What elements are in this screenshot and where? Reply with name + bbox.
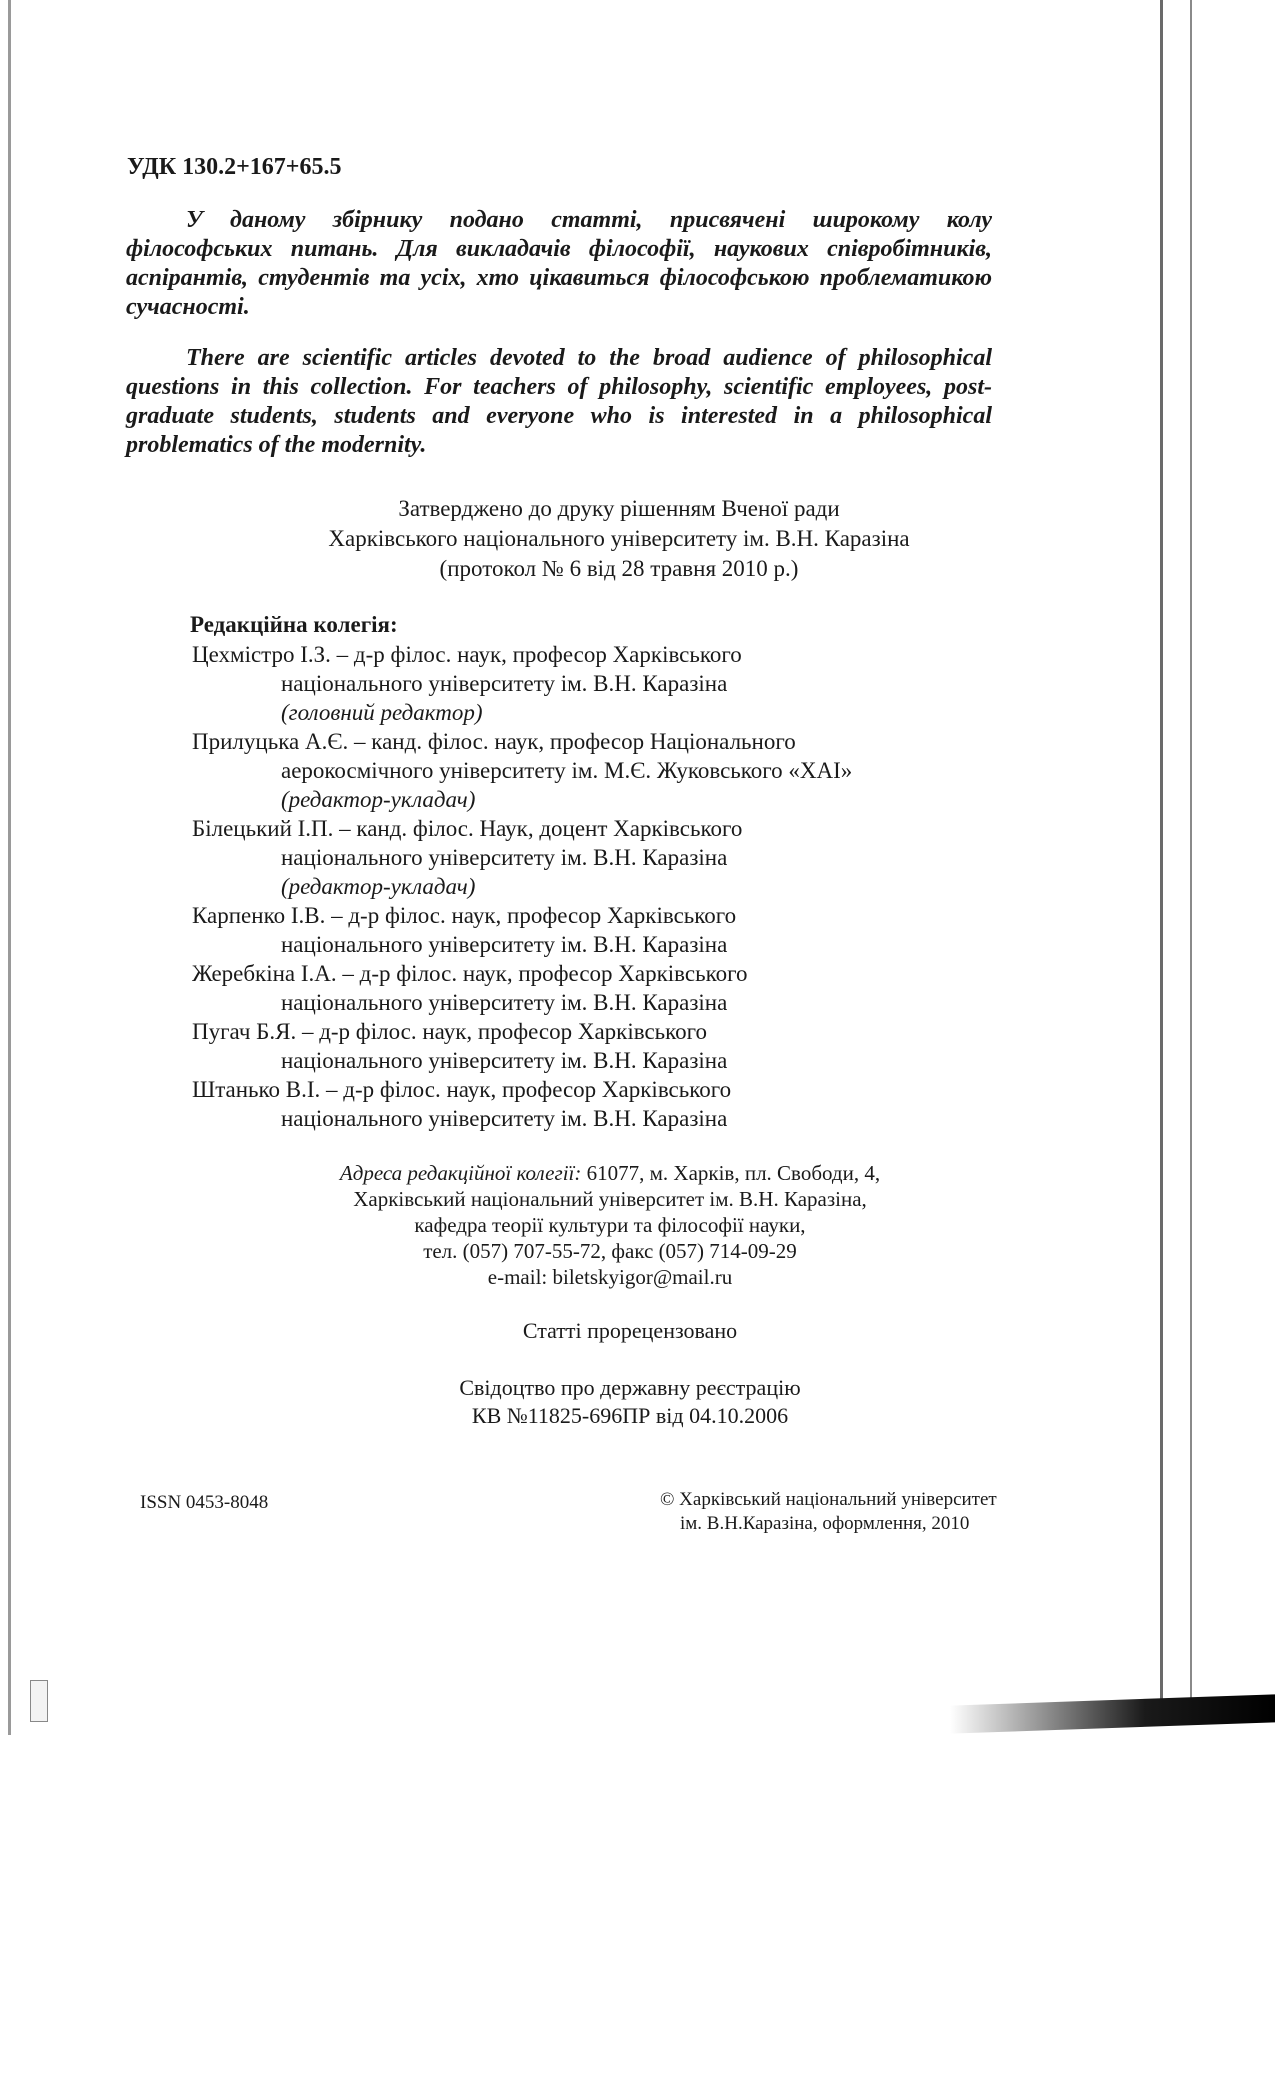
editorial-address — [230, 1160, 990, 1290]
reviewed-notice: Статті прорецензовано — [522, 1318, 738, 1343]
issn-number: ISSN 0453-8048 — [140, 1492, 269, 1513]
address-email: e-mail: biletskyigor@mail.ru — [487, 1265, 733, 1289]
approval-notice — [186, 494, 1052, 584]
member-affiliation: національного університету ім. В.Н. Каразіна — [281, 990, 728, 1015]
address-street: 61077, м. Харків, пл. Свободи, 4, — [581, 1161, 881, 1185]
copyright-notice — [660, 1488, 1060, 1536]
approval-line: Затверджено до друку рішенням Вченої ради — [398, 496, 840, 521]
editorial-board-list — [192, 640, 1052, 1133]
address-line — [230, 1160, 990, 1186]
member-name: Цехмістро І.З. – д-р філос. наук, професор Харківського — [192, 642, 742, 667]
address-line: Харківський національний університет ім. В.Н. Каразіна, — [353, 1187, 867, 1211]
member-affiliation: національного університету ім. В.Н. Каразіна — [281, 1048, 728, 1073]
udk-code: УДК 130.2+167+65.5 — [127, 154, 342, 180]
member-affiliation: національного університету ім. В.Н. Каразіна — [281, 1106, 728, 1131]
certificate-number: КВ №11825-696ПР від 04.10.2006 — [471, 1403, 789, 1428]
address-line: кафедра теорії культури та філософії науки, — [414, 1213, 806, 1237]
board-member — [192, 640, 1052, 727]
board-member — [192, 1017, 1052, 1075]
board-member — [192, 959, 1052, 1017]
board-member — [192, 727, 1052, 814]
member-affiliation: національного університету ім. В.Н. Каразіна — [281, 932, 728, 957]
board-member — [192, 901, 1052, 959]
address-phone: тел. (057) 707-55-72, факс (057) 714-09-29 — [423, 1239, 797, 1263]
board-member — [192, 1075, 1052, 1133]
copyright-line: © Харківський національний університет — [660, 1489, 997, 1510]
approval-line: Харківського національного університету ім. В.Н. Каразіна — [328, 526, 910, 551]
member-name: Карпенко І.В. – д-р філос. наук, професор Харківського — [192, 903, 737, 928]
abstract-english: There are scientific articles devoted to the broad audience of philosophical questions in this collection. For teachers of philosophy, scientific employees, post-graduate students, students and everyone who is interested in a philosophical problematics of the modernity. — [126, 345, 992, 458]
board-member — [192, 814, 1052, 901]
member-role: (головний редактор) — [281, 700, 483, 725]
member-name: Прилуцька А.Є. – канд. філос. наук, професор Національного — [192, 729, 796, 754]
abstract-ukrainian: У даному збірнику подано статті, присвячені широкому колу філософських питань. Для викладачів філософії, наукових співробітників, аспірантів, студентів та усіх, хто цікавиться філософською проблематикою сучасності. — [126, 207, 992, 320]
member-name: Штанько В.І. – д-р філос. наук, професор Харківського — [192, 1077, 732, 1102]
copyright-line: ім. В.Н.Каразіна, оформлення, 2010 — [680, 1513, 970, 1534]
registration-certificate — [200, 1374, 1060, 1430]
member-name: Жеребкіна І.А. – д-р філос. наук, професор Харківського — [192, 961, 748, 986]
certificate-line: Свідоцтво про державну реєстрацію — [459, 1375, 801, 1400]
member-role: (редактор-укладач) — [281, 874, 476, 899]
member-affiliation: національного університету ім. В.Н. Каразіна — [281, 845, 728, 870]
member-affiliation: національного університету ім. В.Н. Каразіна — [281, 671, 728, 696]
member-name: Пугач Б.Я. – д-р філос. наук, професор Харківського — [192, 1019, 708, 1044]
address-lead: Адреса редакційної колегії: — [339, 1161, 582, 1185]
member-affiliation: аерокосмічного університету ім. М.Є. Жуковського «ХАІ» — [281, 758, 853, 783]
editorial-board-title: Редакційна колегія: — [190, 612, 398, 637]
approval-line: (протокол № 6 від 28 травня 2010 р.) — [439, 556, 799, 581]
member-name: Білецький І.П. – канд. філос. Наук, доцент Харківського — [192, 816, 743, 841]
member-role: (редактор-укладач) — [281, 787, 476, 812]
